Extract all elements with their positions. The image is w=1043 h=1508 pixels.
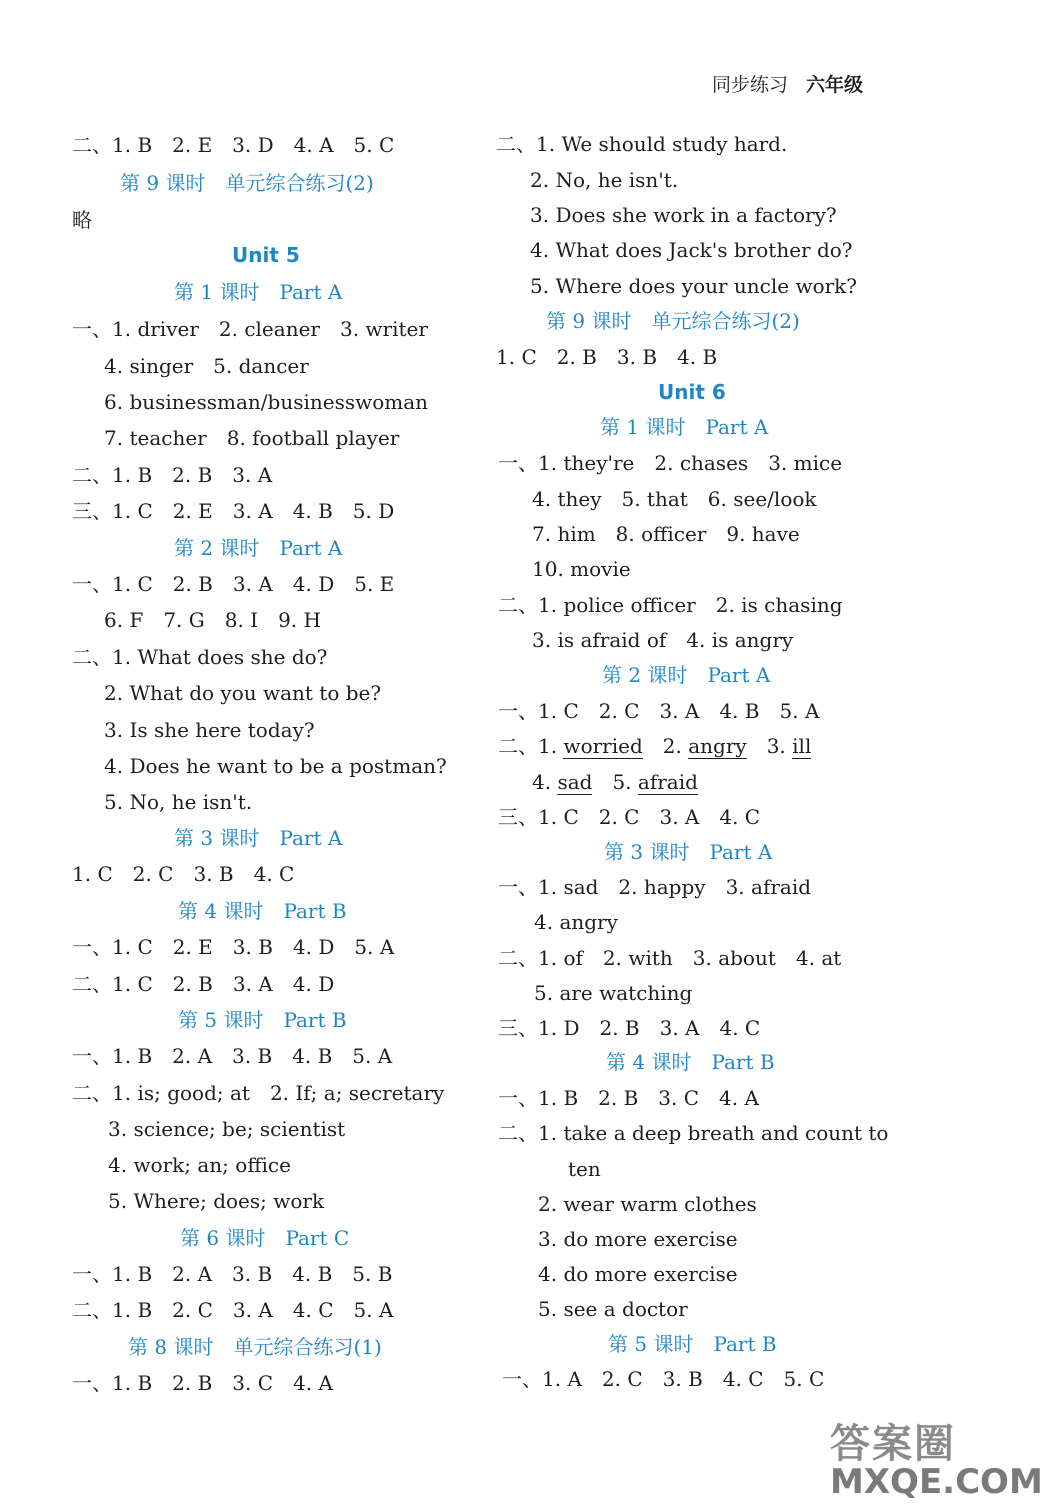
answer-line-right-6: 1. C 2. B 3. B 4. B: [496, 345, 718, 369]
header-grade: 六年级: [806, 74, 864, 96]
answer-line-right-4: 5. Where does your uncle work?: [530, 274, 858, 298]
answer-line-right-17: 二、1. worried 2. angry 3. ill: [498, 734, 812, 758]
answer-line-left-8: 7. teacher 8. football player: [104, 426, 400, 450]
answer-line-right-23: 二、1. of 2. with 3. about 4. at: [498, 946, 842, 970]
page-header: [712, 70, 863, 97]
answer-line-left-22: 一、1. C 2. E 3. B 4. D 5. A: [72, 935, 395, 959]
underlined-word: angry: [688, 734, 747, 758]
lesson-heading-right-15: 第 2 课时 Part A: [602, 663, 771, 687]
answer-line-left-18: 5. No, he isn't.: [104, 790, 253, 814]
answer-line-right-14: 3. is afraid of 4. is angry: [532, 628, 794, 652]
lesson-heading-right-34: 第 5 课时 Part B: [608, 1332, 777, 1356]
answer-line-left-9: 二、1. B 2. B 3. A: [72, 463, 273, 487]
watermark-mark: 答案圈: [830, 1420, 956, 1467]
answer-line-left-13: 6. F 7. G 8. I 9. H: [104, 608, 321, 632]
answer-line-left-16: 3. Is she here today?: [104, 718, 315, 742]
answer-line-left-10: 三、1. C 2. E 3. A 4. B 5. D: [72, 499, 395, 523]
underlined-word: sad: [557, 770, 593, 794]
answer-line-right-18: 4. sad 5. afraid: [532, 770, 698, 794]
answer-line-left-32: 二、1. B 2. C 3. A 4. C 5. A: [72, 1298, 394, 1322]
answer-line-left-28: 4. work; an; office: [108, 1153, 291, 1177]
answer-line-left-17: 4. Does he want to be a postman?: [104, 754, 447, 778]
lesson-heading-left-19: 第 3 课时 Part A: [174, 826, 343, 850]
header-title: 同步练习: [712, 74, 789, 96]
answer-line-left-26: 二、1. is; good; at 2. If; a; secretary: [72, 1081, 445, 1105]
answer-line-right-1: 2. No, he isn't.: [530, 168, 679, 192]
answer-line-right-10: 4. they 5. that 6. see/look: [532, 487, 817, 511]
lesson-heading-right-8: 第 1 课时 Part A: [600, 415, 769, 439]
answer-line-right-9: 一、1. they're 2. chases 3. mice: [498, 451, 843, 475]
underlined-word: afraid: [637, 770, 698, 794]
answer-line-right-28: 二、1. take a deep breath and count to: [498, 1121, 889, 1145]
lesson-heading-left-24: 第 5 课时 Part B: [178, 1008, 347, 1032]
answer-line-left-6: 4. singer 5. dancer: [104, 354, 309, 378]
answer-line-left-14: 二、1. What does she do?: [72, 645, 328, 669]
answer-line-right-29: ten: [568, 1157, 601, 1181]
lesson-heading-left-1: 第 9 课时 单元综合练习(2): [120, 171, 374, 195]
answer-line-right-32: 4. do more exercise: [538, 1262, 738, 1286]
unit-heading-right-7: Unit 6: [658, 380, 726, 404]
answer-line-right-22: 4. angry: [534, 910, 618, 934]
underlined-word: ill: [792, 734, 812, 758]
answer-line-left-20: 1. C 2. C 3. B 4. C: [72, 862, 295, 886]
answer-line-right-21: 一、1. sad 2. happy 3. afraid: [498, 875, 812, 899]
answer-line-right-33: 5. see a doctor: [538, 1297, 688, 1321]
answer-line-right-35: 一、1. A 2. C 3. B 4. C 5. C: [502, 1367, 825, 1391]
answer-line-left-15: 2. What do you want to be?: [104, 681, 382, 705]
answer-line-right-3: 4. What does Jack's brother do?: [530, 238, 853, 262]
lesson-heading-left-4: 第 1 课时 Part A: [174, 280, 343, 304]
answer-line-left-27: 3. science; be; scientist: [108, 1117, 346, 1141]
answer-line-right-31: 3. do more exercise: [538, 1227, 738, 1251]
answer-line-right-25: 三、1. D 2. B 3. A 4. C: [498, 1016, 761, 1040]
answer-line-left-7: 6. businessman/businesswoman: [104, 390, 429, 414]
unit-heading-left-3: Unit 5: [232, 243, 300, 267]
answer-line-right-19: 三、1. C 2. C 3. A 4. C: [498, 805, 761, 829]
answer-line-right-30: 2. wear warm clothes: [538, 1192, 757, 1216]
answer-line-left-0: 二、1. B 2. E 3. D 4. A 5. C: [72, 133, 395, 157]
lesson-heading-left-33: 第 8 课时 单元综合练习(1): [128, 1335, 382, 1359]
answer-line-right-0: 二、1. We should study hard.: [496, 132, 788, 156]
answer-line-left-34: 一、1. B 2. B 3. C 4. A: [72, 1371, 333, 1395]
answer-line-right-13: 二、1. police officer 2. is chasing: [498, 593, 843, 617]
answer-line-left-12: 一、1. C 2. B 3. A 4. D 5. E: [72, 572, 395, 596]
answer-line-right-12: 10. movie: [532, 557, 631, 581]
answer-line-right-27: 一、1. B 2. B 3. C 4. A: [498, 1086, 759, 1110]
answer-line-right-24: 5. are watching: [534, 981, 693, 1005]
answer-line-right-16: 一、1. C 2. C 3. A 4. B 5. A: [498, 699, 820, 723]
answer-line-left-29: 5. Where; does; work: [108, 1189, 325, 1213]
watermark-logo: [830, 1412, 1043, 1504]
answer-line-right-11: 7. him 8. officer 9. have: [532, 522, 800, 546]
answer-line-left-25: 一、1. B 2. A 3. B 4. B 5. A: [72, 1044, 393, 1068]
lesson-heading-right-26: 第 4 课时 Part B: [606, 1050, 775, 1074]
lesson-heading-left-30: 第 6 课时 Part C: [180, 1226, 350, 1250]
lesson-heading-right-5: 第 9 课时 单元综合练习(2): [546, 309, 800, 333]
answer-line-left-23: 二、1. C 2. B 3. A 4. D: [72, 972, 335, 996]
lesson-heading-right-20: 第 3 课时 Part A: [604, 840, 773, 864]
lesson-heading-left-11: 第 2 课时 Part A: [174, 536, 343, 560]
answer-line-right-2: 3. Does she work in a factory?: [530, 203, 837, 227]
answer-line-left-31: 一、1. B 2. A 3. B 4. B 5. B: [72, 1262, 393, 1286]
lesson-heading-left-21: 第 4 课时 Part B: [178, 899, 347, 923]
answer-line-left-5: 一、1. driver 2. cleaner 3. writer: [72, 317, 428, 341]
answer-line-left-2: 略: [72, 208, 92, 232]
watermark-site: MXQE.COM: [830, 1462, 1043, 1502]
underlined-word: worried: [563, 734, 643, 758]
